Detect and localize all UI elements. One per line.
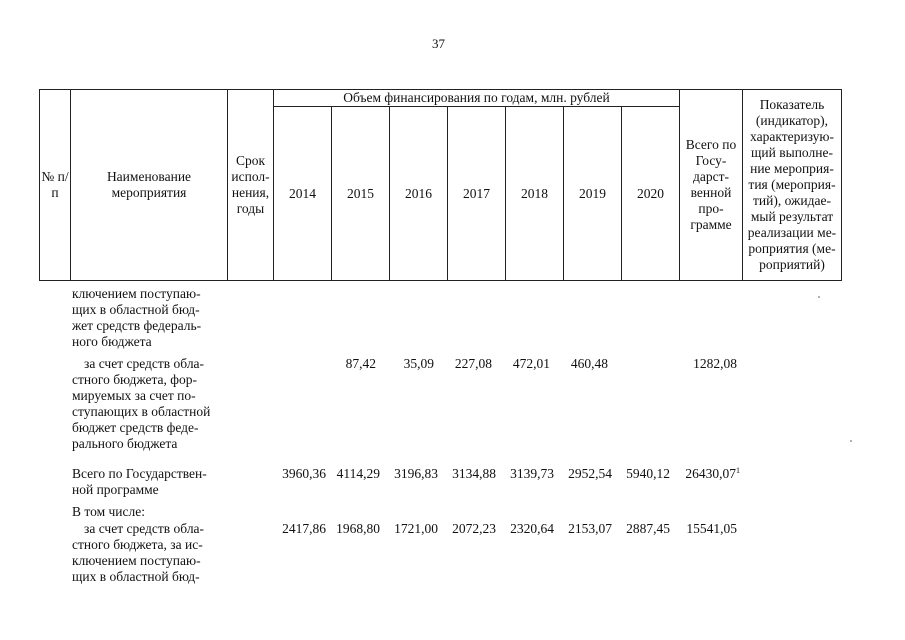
- header-total-label: Всего по Госу-дарст-венной про-грамме: [685, 137, 737, 232]
- value-2018: 472,01: [512, 356, 550, 371]
- name-line: за счет средств обла-: [84, 521, 205, 536]
- value-2017: 3134,88: [452, 466, 496, 481]
- name-line: ной программе: [72, 482, 159, 497]
- header-name: [71, 90, 228, 281]
- value-2015: 4114,29: [336, 466, 380, 481]
- name-line: В том числе:: [72, 504, 145, 519]
- year-2020: 2020: [622, 107, 680, 281]
- name-line: стного бюджета, за ис-: [72, 537, 203, 552]
- header-name-label: Наименование мероприятия: [106, 169, 192, 200]
- value-2020: 5940,12: [626, 466, 670, 481]
- header-funding: [274, 90, 680, 107]
- header-num-label: № п/п: [41, 169, 69, 200]
- name-line: стного бюджета, фор-: [72, 372, 198, 387]
- header-funding-label: Объем финансирования по годам, млн. рублей: [343, 90, 610, 105]
- year-2016: 2016: [390, 107, 448, 281]
- year-2018: 2018: [506, 107, 564, 281]
- year-2014: 2014: [274, 107, 332, 281]
- row-name: [72, 466, 230, 498]
- value-2017: 2072,23: [452, 521, 496, 536]
- row-name: [72, 286, 230, 350]
- value-2014: 3960,36: [282, 466, 326, 481]
- value-total-number: 26430,07: [685, 466, 736, 481]
- name-line: за счет средств обла-: [84, 356, 205, 371]
- header-total: [680, 90, 743, 281]
- name-line: ключением поступаю-: [72, 553, 201, 568]
- header-indicator-label: Показатель (индикатор), характеризую-щий выполне-ние мероприя-тия (мероприя-тий), ожидае-мый результат реализации ме-роприятия (ме-роприятий): [747, 97, 837, 272]
- name-line: рального бюджета: [72, 436, 178, 451]
- header-term: [228, 90, 274, 281]
- value-2016: 1721,00: [394, 521, 438, 536]
- value-2017: 227,08: [454, 356, 492, 371]
- value-2016: 3196,83: [394, 466, 438, 481]
- value-total: 1282,08: [693, 356, 737, 371]
- page-number: 37: [432, 36, 445, 51]
- table-header: [39, 89, 842, 281]
- name-line: бюджет средств феде-: [72, 420, 199, 435]
- name-line: ного бюджета: [72, 334, 152, 349]
- scan-speck: [818, 296, 820, 298]
- value-total: 15541,05: [686, 521, 737, 536]
- name-line: щих в областной бюд-: [72, 569, 200, 584]
- value-2016: 35,09: [403, 356, 434, 371]
- value-2019: 2952,54: [568, 466, 612, 481]
- footnote-mark: 1: [736, 466, 740, 475]
- name-line: Всего по Государствен-: [72, 466, 207, 481]
- value-2019: 460,48: [570, 356, 608, 371]
- value-2020: 2887,45: [626, 521, 670, 536]
- value-2019: 2153,07: [568, 521, 612, 536]
- name-line: мируемых за счет по-: [72, 388, 196, 403]
- value-2014: 2417,86: [282, 521, 326, 536]
- header-indicator: [743, 90, 842, 281]
- header-term-label: Срок испол-нения, годы: [231, 153, 270, 216]
- name-line: щих в областной бюд-: [72, 302, 200, 317]
- year-2015: 2015: [332, 107, 390, 281]
- name-line: жет средств федераль-: [72, 318, 202, 333]
- name-line: ключением поступаю-: [72, 286, 201, 301]
- value-2015: 87,42: [345, 356, 376, 371]
- row-name: [72, 356, 230, 452]
- value-2015: 1968,80: [336, 521, 380, 536]
- value-total: [674, 466, 740, 482]
- year-2017: 2017: [448, 107, 506, 281]
- value-2018: 2320,64: [510, 521, 554, 536]
- header-num: [40, 90, 71, 281]
- row-name: [72, 521, 230, 585]
- value-2018: 3139,73: [510, 466, 554, 481]
- row-name: [72, 504, 230, 520]
- year-2019: 2019: [564, 107, 622, 281]
- scan-speck: [850, 440, 852, 442]
- name-line: ступающих в областной: [72, 404, 211, 419]
